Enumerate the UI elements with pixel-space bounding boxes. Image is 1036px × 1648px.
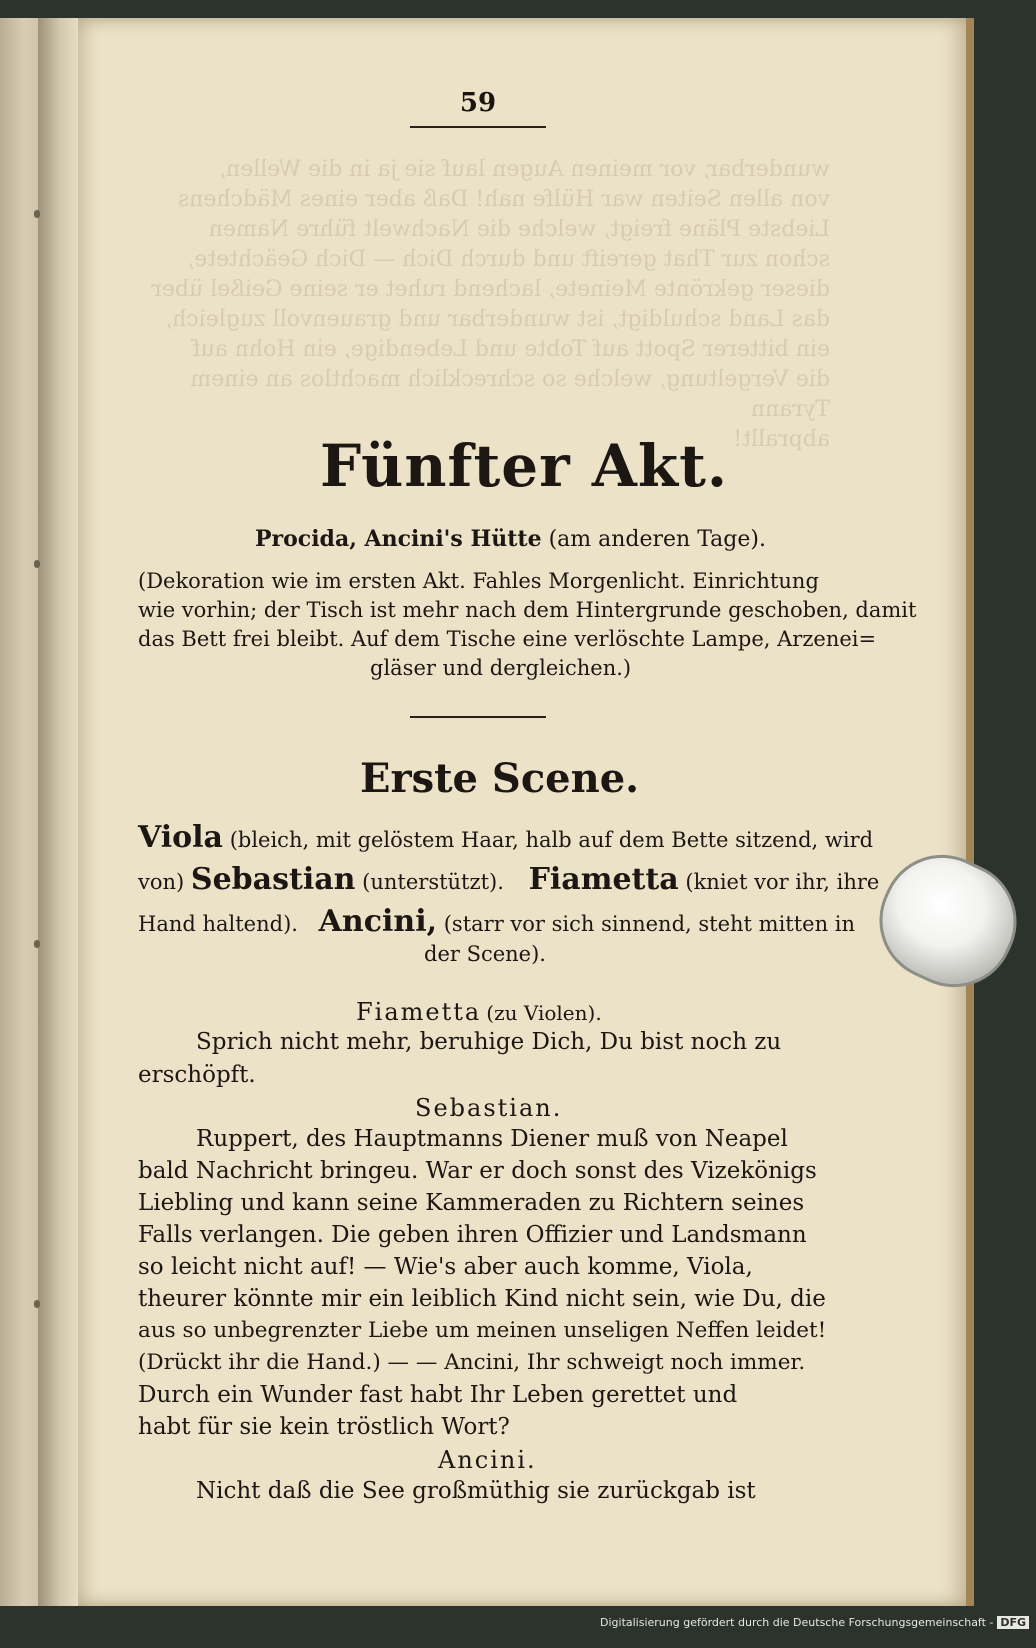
stage-direction-line: gläser und dergleichen.) [370,656,632,680]
cast-sebastian: Sebastian [190,862,356,897]
page-number-rule [410,126,546,128]
book-gutter [38,18,78,1606]
dialogue-line: bald Nachricht bringeu. War er doch sonst des Vizekönigs [138,1158,817,1184]
bleed-line: abprallt! [733,427,830,452]
cast-ancini: Ancini, [318,904,438,939]
stage-direction-line: (Dekoration wie im ersten Akt. Fahles Morgenlicht. Einrichtung [138,569,819,593]
dialogue-line: Sprich nicht mehr, beruhige Dich, Du bist noch zu [196,1029,782,1055]
dialogue-line: theurer könnte mir ein leiblich Kind nicht sein, wie Du, die [138,1286,826,1312]
footer-credit [600,1616,1027,1629]
setting-place: Procida, Ancini's Hütte [255,526,542,552]
cast-von: von) [138,870,185,894]
dialogue-line: Durch ein Wunder fast habt Ihr Leben gerettet und [138,1382,738,1408]
bleed-line: dieser gekrönte Meinete, lachend ruhet er seine Geißel über [151,277,830,302]
footer-text: Digitalisierung gefördert durch die Deutsche Forschungsgemeinschaft - [600,1616,994,1629]
dialogue-line: Ruppert, des Hauptmanns Diener muß von Neapel [196,1126,788,1152]
bleed-line: schon zur That gereift und durch Dich — Dich Geächtete, [187,247,830,272]
dialogue-line: aus so unbegrenzter Liebe um meinen unseligen Neffen leidet! [138,1318,827,1343]
setting-line [255,526,766,552]
setting-time: (am anderen Tage). [548,527,766,552]
cast-fiametta-desc: (kniet vor ihr, ihre [685,870,880,894]
dialogue-line: Falls verlangen. Die geben ihren Offizier und Landsmann [138,1222,807,1248]
bleed-through-text [130,155,830,455]
page-number: 59 [459,88,497,118]
stage-direction-line: das Bett frei bleibt. Auf dem Tische eine verlöschte Lampe, Arzenei= [138,627,877,651]
cast-ancini-desc: (starr vor sich sinnend, steht mitten in [443,912,856,936]
dialogue-line: so leicht nicht auf! — Wie's aber auch komme, Viola, [138,1254,753,1280]
dialogue-line: Liebling und kann seine Kammeraden zu Richtern seines [138,1190,805,1216]
page-edge [966,18,974,1606]
bleed-line: ein bitterer Spott auf Tobte und Lebendige, ein Hohn auf [192,337,830,362]
bleed-line: von allen Seiten war Hülfe nah! Daß aber eines Mädchens [177,187,830,212]
bleed-line: die Vergeltung, welche so schrecklich machtlos an einem Tyrann [190,367,830,422]
cast-viola: Viola [138,820,223,855]
left-page-edge [0,18,40,1606]
speaker-direction: (zu Violen). [486,1001,602,1025]
cast-line-2 [138,862,879,897]
bleed-line: das Land schuldigt, ist wunderbar und grauenvoll zugleich, [165,307,830,332]
cast-fiametta: Fiametta [528,862,679,897]
scene-title: Erste Scene. [360,755,640,802]
cast-fiametta-desc2: Hand haltend). [138,912,298,936]
speaker-name: Fiametta [356,998,482,1026]
bleed-line: Liebste Pläne freigt, welche die Nachwelt führe Namen [208,217,830,242]
section-rule [410,716,546,718]
stage-direction-line: wie vorhin; der Tisch ist mehr nach dem Hintergrunde geschoben, damit [138,598,917,622]
cast-sebastian-desc: (unterstützt). [362,870,504,894]
dialogue-line: erschöpft. [138,1062,256,1088]
act-title: Fünfter Akt. [320,432,729,500]
dialogue-line: habt für sie kein tröstlich Wort? [138,1414,510,1440]
speaker-sebastian: Sebastian. [415,1094,563,1122]
dfg-logo: DFG [997,1616,1029,1629]
speaker-ancini: Ancini. [438,1446,537,1474]
cast-ancini-desc2: der Scene). [424,942,546,966]
cast-line-1 [138,820,873,855]
speaker-fiametta [356,998,602,1026]
dialogue-line: (Drückt ihr die Hand.) — — Ancini, Ihr schweigt noch immer. [138,1350,806,1375]
cast-line-3 [138,904,855,939]
bleed-line: wunderbar, vor meinen Augen lauf sie ja in die Wellen, [219,157,830,182]
dialogue-line: Nicht daß die See großmüthig sie zurückgab ist [196,1478,756,1504]
cast-viola-desc: (bleich, mit gelöstem Haar, halb auf dem Bette sitzend, wird [229,828,874,852]
